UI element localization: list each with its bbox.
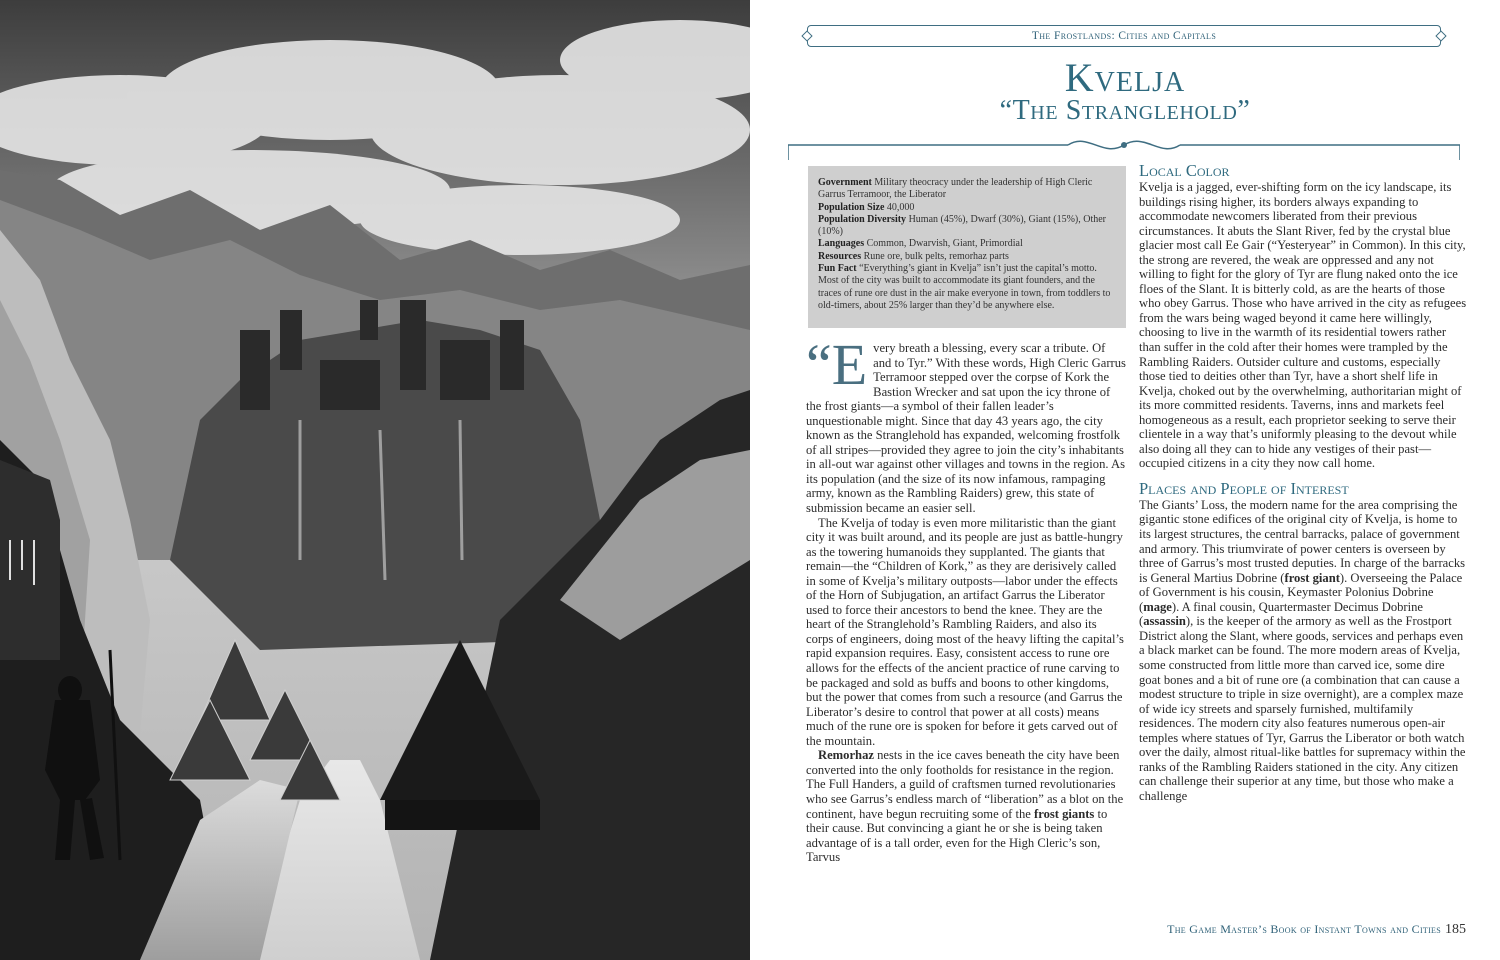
title-divider-ornament-icon	[788, 130, 1460, 160]
funfact-value: “Everything’s giant in Kvelja” isn’t just the capital’s motto. Most of the city was built to accommodate its giant founders, and the traces of rune ore dust in the air make everyone in town, from toddlers to old-timers, about 25% larger than they’d be anywhere else.	[818, 263, 1111, 311]
places-text	[1139, 498, 1469, 803]
population-value: 40,000	[886, 201, 915, 213]
page-number: 185	[1445, 922, 1466, 937]
body-paragraph-2: The Kvelja of today is even more militaristic than the giant city it was built around, and its people are just as battle-hungry as the towering humanoids they supplanted. The giants that remain—the “Children of Kork,” as they are derisively called in some of Kvelja’s military outposts—labor under the effects of the Horn of Subjugation, an artifact Garrus the Liberator used to force their ancestors to bend the knee. They are the heart of the Stranglehold’s Rambling Raiders, and also its corps of engineers, doing most of the heavy lifting the capital’s rapid expansion requires. Easy, consistent access to rune ore allows for the effects of the ancient practice of rune carving to be packaged and sold as buffs and boons to other kingdoms, but the power that comes from such a resource (and Garrus the Liberator’s desire to control that power at all costs) means much of the rune ore is spoken for before it gets carved out of the mountain.	[806, 515, 1124, 748]
assassin-term: assassin	[1143, 614, 1186, 629]
running-head: The Frostlands: Cities and Capitals	[1031, 30, 1217, 42]
resources-label: Resources	[818, 250, 862, 262]
remorhaz-term: Remorhaz	[818, 748, 874, 763]
book-title: The Game Master’s Book of Instant Towns and Cities	[1167, 922, 1441, 936]
places-text-b: ). Overseeing the Palace of Government is his cousin, Keymaster Polonius Dobrine (	[1139, 570, 1463, 614]
funfact-label: Fun Fact	[818, 263, 857, 275]
drop-cap: “E	[806, 332, 868, 397]
page-footer	[1167, 922, 1466, 938]
places-text-a: The Giants’ Loss, the modern name for the area comprising the gigantic stone edifices of the original city of Kvelja, is home to its largest structures, the central barracks, palace of government and armory. This triumvirate of power centers is overseen by three of Garrus’s most trusted deputies. In charge of the barracks is General Martius Dobrine (	[1139, 497, 1466, 585]
intro-paragraph	[806, 332, 1126, 516]
places-text-d: ), is the keeper of the armory as well as the Frostport District along the Slant, where goods, services and perhaps even a black market can be found. The more modern areas of Kvelja, some constructed from little more than carved ice, some dire goat bones and a bit of rune ore (a combination that can cause a modest structure to triple in size overnight), are a complex maze of wide icy streets and sparsely furnished, multifamily residences. The modern city also features numerous open-air temples where statues of Tyr, Garrus the Liberator or both watch over the daily, almost ritual-like battles for supremacy within the ranks of the Rambling Raiders stationed in the city. Any citizen can challenge their superior at any time, but those who make a challenge	[1139, 614, 1466, 803]
body-paragraph-3	[806, 748, 1126, 864]
local-color-text: Kvelja is a jagged, ever-shifting form on the icy landscape, its buildings rising higher, its borders always expanding to accommodate newcomers liberated from their previous circumstances. It abuts the Slant River, fed by the crystal blue glacier most call Ee Gair (“Yesteryear” in Common). In this city, the strong are revered, the weak are oppressed and any not willing to fight for the glory of Tyr are flung naked onto the ice floes of the Slant. It is bitterly cold, as are the hearts of those who obey Garrus. Those who have arrived in the city as refugees from the wars being waged beyond it came here willingly, choosing to live in the warmth of its residential towers rather than suffer in the cold after their homes were trampled by the Rambling Raiders. Outsider culture and customs, especially those tied to deities other than Tyr, have a short shelf life in Kvelja, choked out by the overwhelming, authoritarian might of its more committed residents. Taverns, inns and markets feel homogeneous as a result, each proprietor seeking to serve their clientele in a way that’s uniformly pleasing to the devout while also doing all they can to hide any vestiges of their past—occupied citizens in a city they now call home.	[1139, 180, 1467, 471]
diversity-value: Human (45%), Dwarf (30%), Giant (15%), Other (10%)	[818, 213, 1106, 238]
government-label: Government	[818, 177, 872, 188]
resources-value: Rune ore, bulk pelts, remorhaz parts	[863, 250, 1009, 262]
frost-giant-term: frost giant	[1284, 570, 1340, 585]
places-heading: Places and People of Interest	[1139, 478, 1349, 498]
page-subtitle: “The Stranglehold”	[999, 95, 1251, 126]
p3-text-b: to their cause. But convincing a giant he or she is being taken advantage of is a tall order, even for the High Cleric’s son, Tarvus	[806, 806, 1108, 865]
places-text-c: ). A final cousin, Quartermaster Decimus Dobrine (	[1139, 599, 1423, 629]
right-text-column	[1139, 158, 1469, 803]
languages-value: Common, Dwarvish, Giant, Primordial	[866, 238, 1023, 250]
p3-text-a: nests in the ice caves beneath the city have been converted into the only footholds for resistance in the region. The Full Handers, a guild of craftsmen turned revolutionaries who see Garrus’s endless march of “liberation” as a blot on the continent, have begun recruiting some of the	[806, 748, 1124, 821]
population-label: Population Size	[818, 201, 885, 213]
mage-term: mage	[1143, 599, 1172, 614]
frost-giants-term: frost giants	[1034, 806, 1095, 821]
text-page	[750, 0, 1500, 960]
local-color-heading: Local Color	[1139, 161, 1230, 180]
page-title: Kvelja	[1064, 55, 1186, 100]
languages-label: Languages	[818, 238, 865, 250]
government-value: Military theocracy under the leadership of High Cleric Garrus Terramoor, the Liberator	[818, 177, 1093, 201]
running-head-banner	[807, 25, 1441, 47]
city-stats-sidebar	[808, 166, 1126, 328]
left-text-column	[806, 332, 1126, 865]
intro-text: very breath a blessing, every scar a tribute. Of and to Tyr.” With these words, High Cleric Garrus Terramoor stepped over the corpse of Kork the Bastion Wrecker and sat upon the icy throne of the frost giants—a symbol of their fallen leader’s unquestionable might. Since that day 43 years ago, the city known as the Stranglehold has expanded, welcoming frostfolk of all stripes—provided they agree to join the city’s inhabitants in all-out war against other villages and towns in the region. As its population (and the size of its now infamous, rampaging army, known as the Rambling Raiders) grew, this state of submission became an easier sell.	[806, 341, 1126, 516]
diversity-label: Population Diversity	[818, 213, 907, 225]
